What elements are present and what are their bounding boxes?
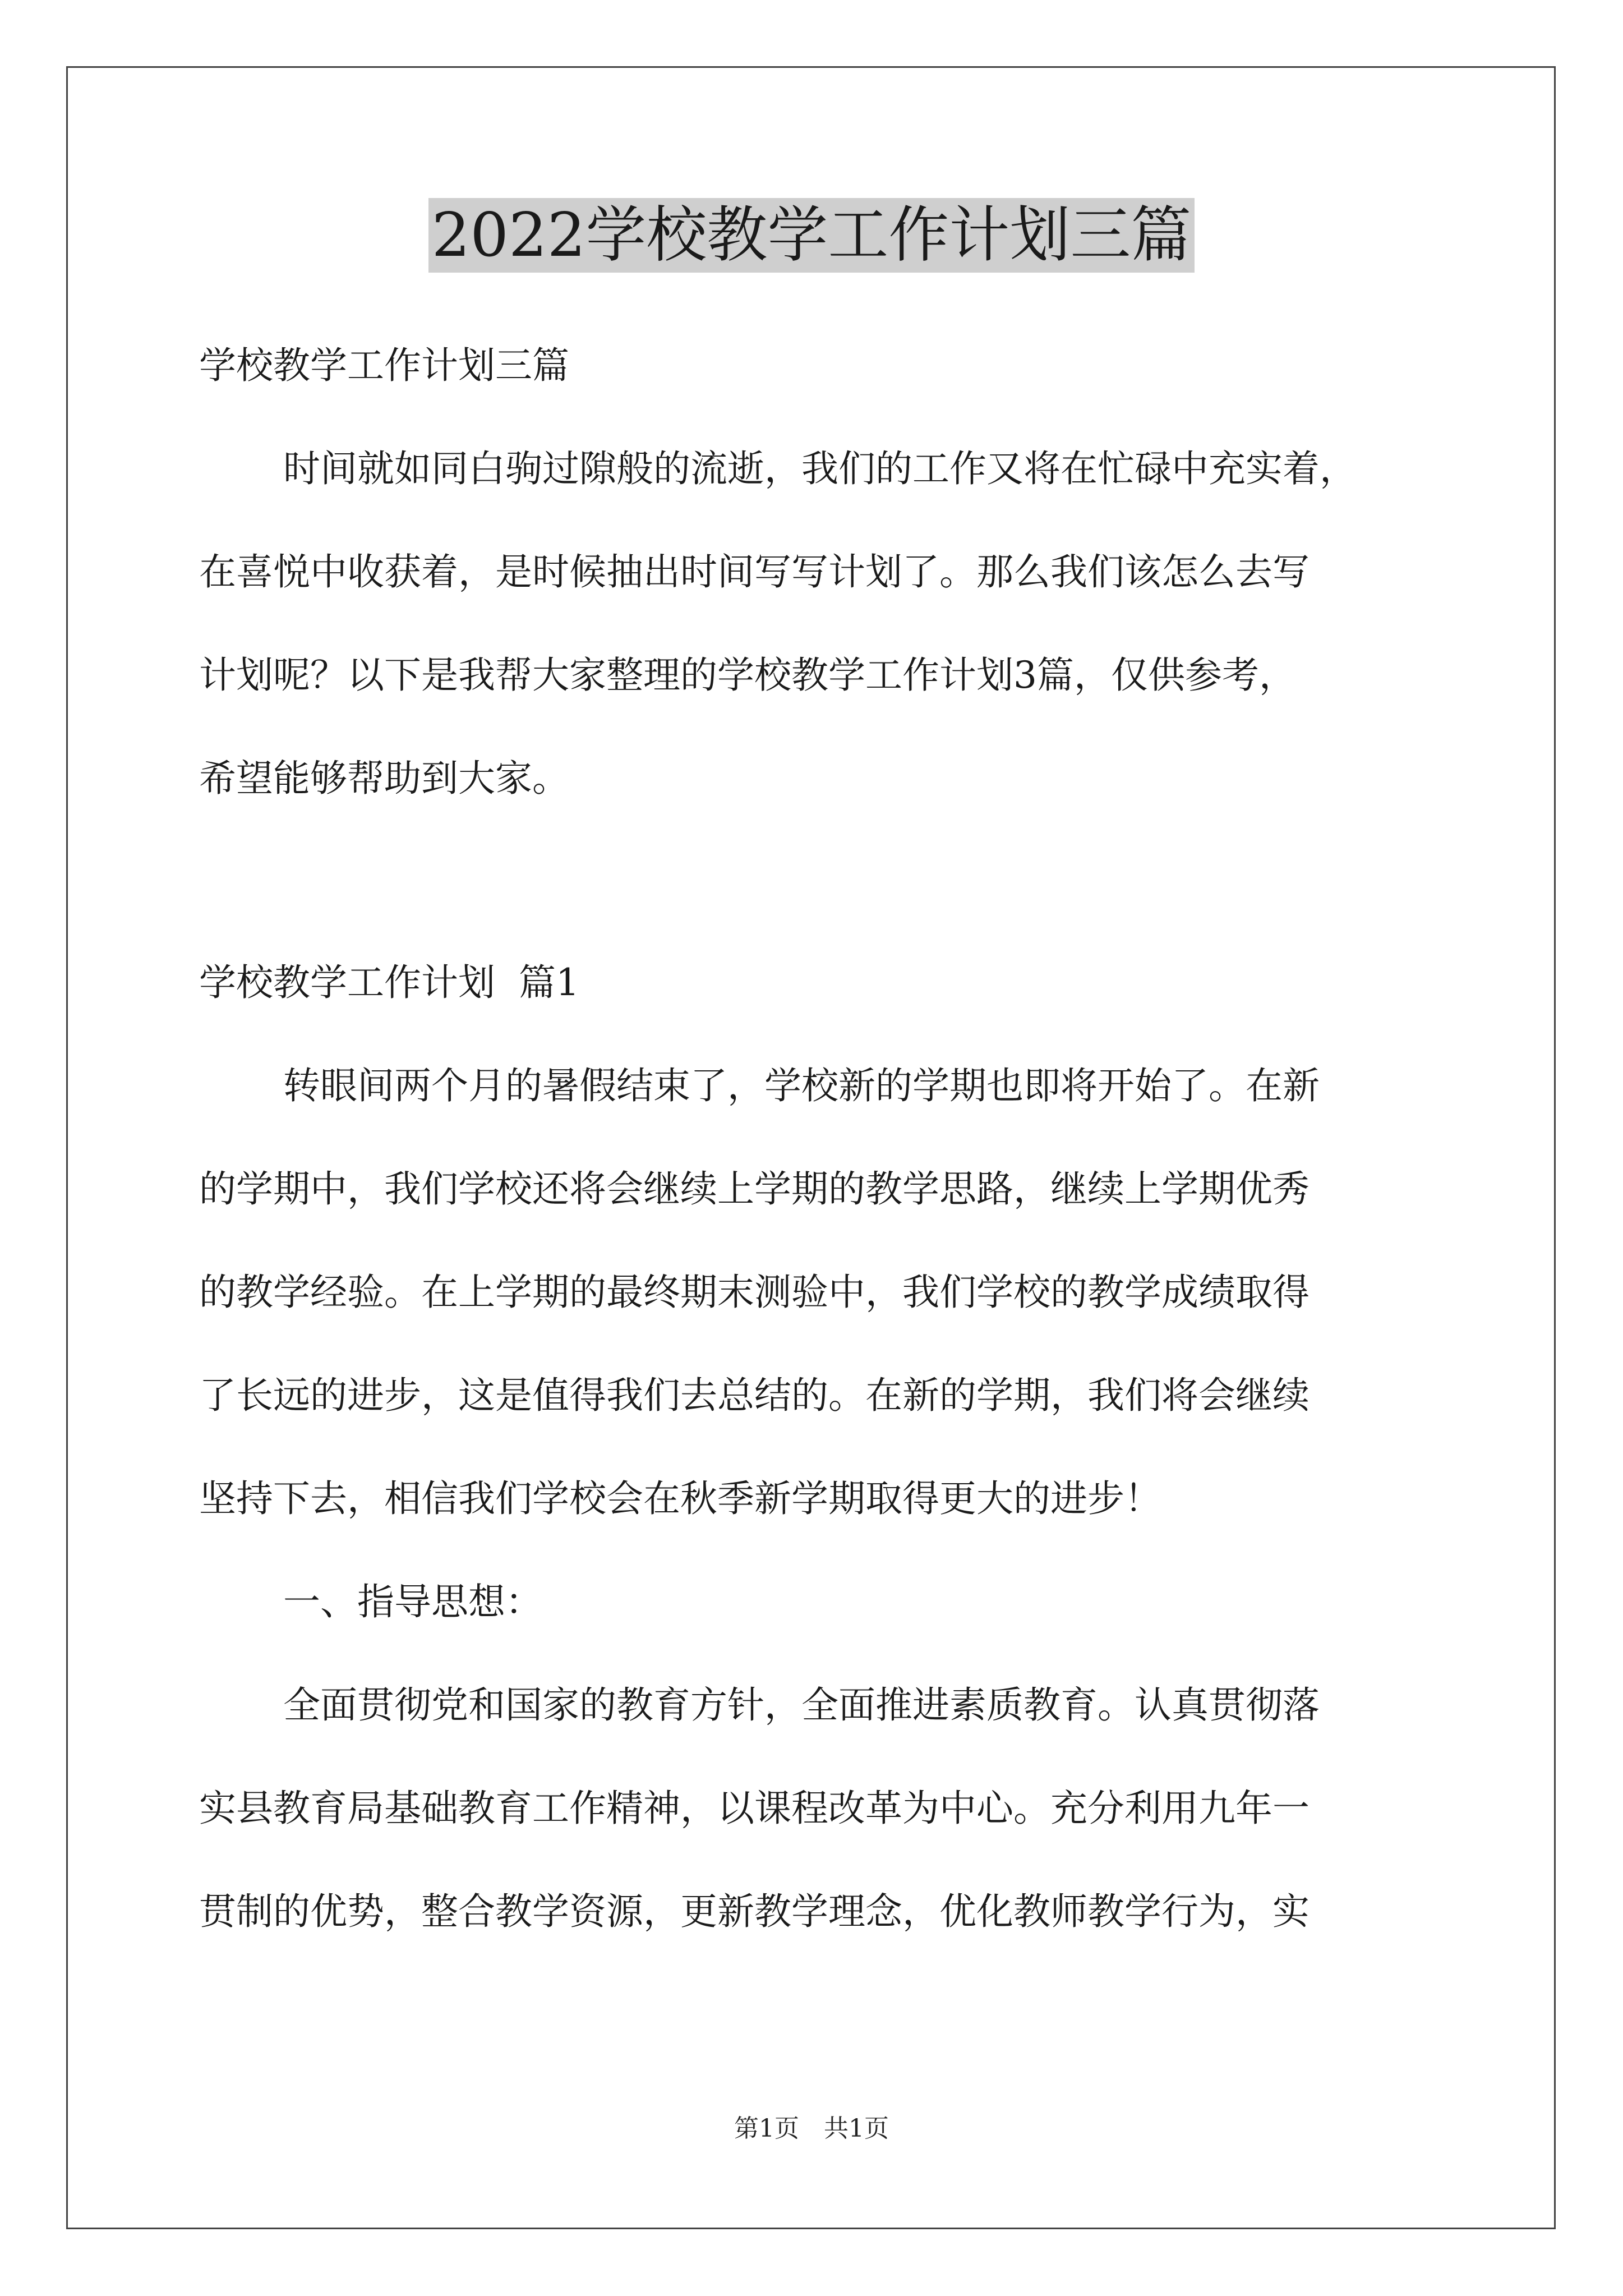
intro-line: 希望能够帮助到大家。 [199,757,569,800]
document-body [199,314,1433,1963]
section-paragraph-line: 实县教育局基础教育工作精神，以课程改革为中心。充分利用九年一 [199,1787,1310,1830]
document-title [0,196,1623,275]
intro-line: 时间就如同白驹过隙般的流逝，我们的工作又将在忙碌中充实着， [283,447,1357,490]
section-paragraph-line: 全面贯彻党和国家的教育方针，全面推进素质教育。认真贯彻落 [283,1683,1320,1727]
page-number-total: 共1页 [824,2114,889,2143]
document-title-text: 2022学校教学工作计划三篇 [428,198,1195,273]
section-paragraph-line: 的学期中，我们学校还将会继续上学期的教学思路，继续上学期优秀 [199,1167,1310,1211]
section-paragraph-line: 贯制的优势，整合教学资源，更新教学理念，优化教师教学行为，实 [199,1890,1310,1933]
section-paragraph-line: 坚持下去，相信我们学校会在秋季新学期取得更大的进步！ [199,1477,1161,1520]
document-subtitle: 学校教学工作计划三篇 [199,344,569,387]
subheading-guiding-ideology: 一、指导思想： [283,1580,542,1623]
paragraph-gap [199,830,1433,931]
section-paragraph-line: 了长远的进步，这是值得我们去总结的。在新的学期，我们将会继续 [199,1374,1310,1417]
section-paragraph-line: 的教学经验。在上学期的最终期末测验中，我们学校的教学成绩取得 [199,1271,1310,1314]
section-heading: 学校教学工作计划 篇1 [199,961,579,1004]
intro-line: 在喜悦中收获着，是时候抽出时间写写计划了。那么我们该怎么去写 [199,550,1310,593]
page-footer [0,2112,1623,2146]
section-paragraph-line: 转眼间两个月的暑假结束了，学校新的学期也即将开始了。在新 [283,1064,1320,1107]
intro-line: 计划呢？以下是我帮大家整理的学校教学工作计划3篇，仅供参考， [199,654,1296,697]
page-number-current: 第1页 [734,2114,799,2143]
